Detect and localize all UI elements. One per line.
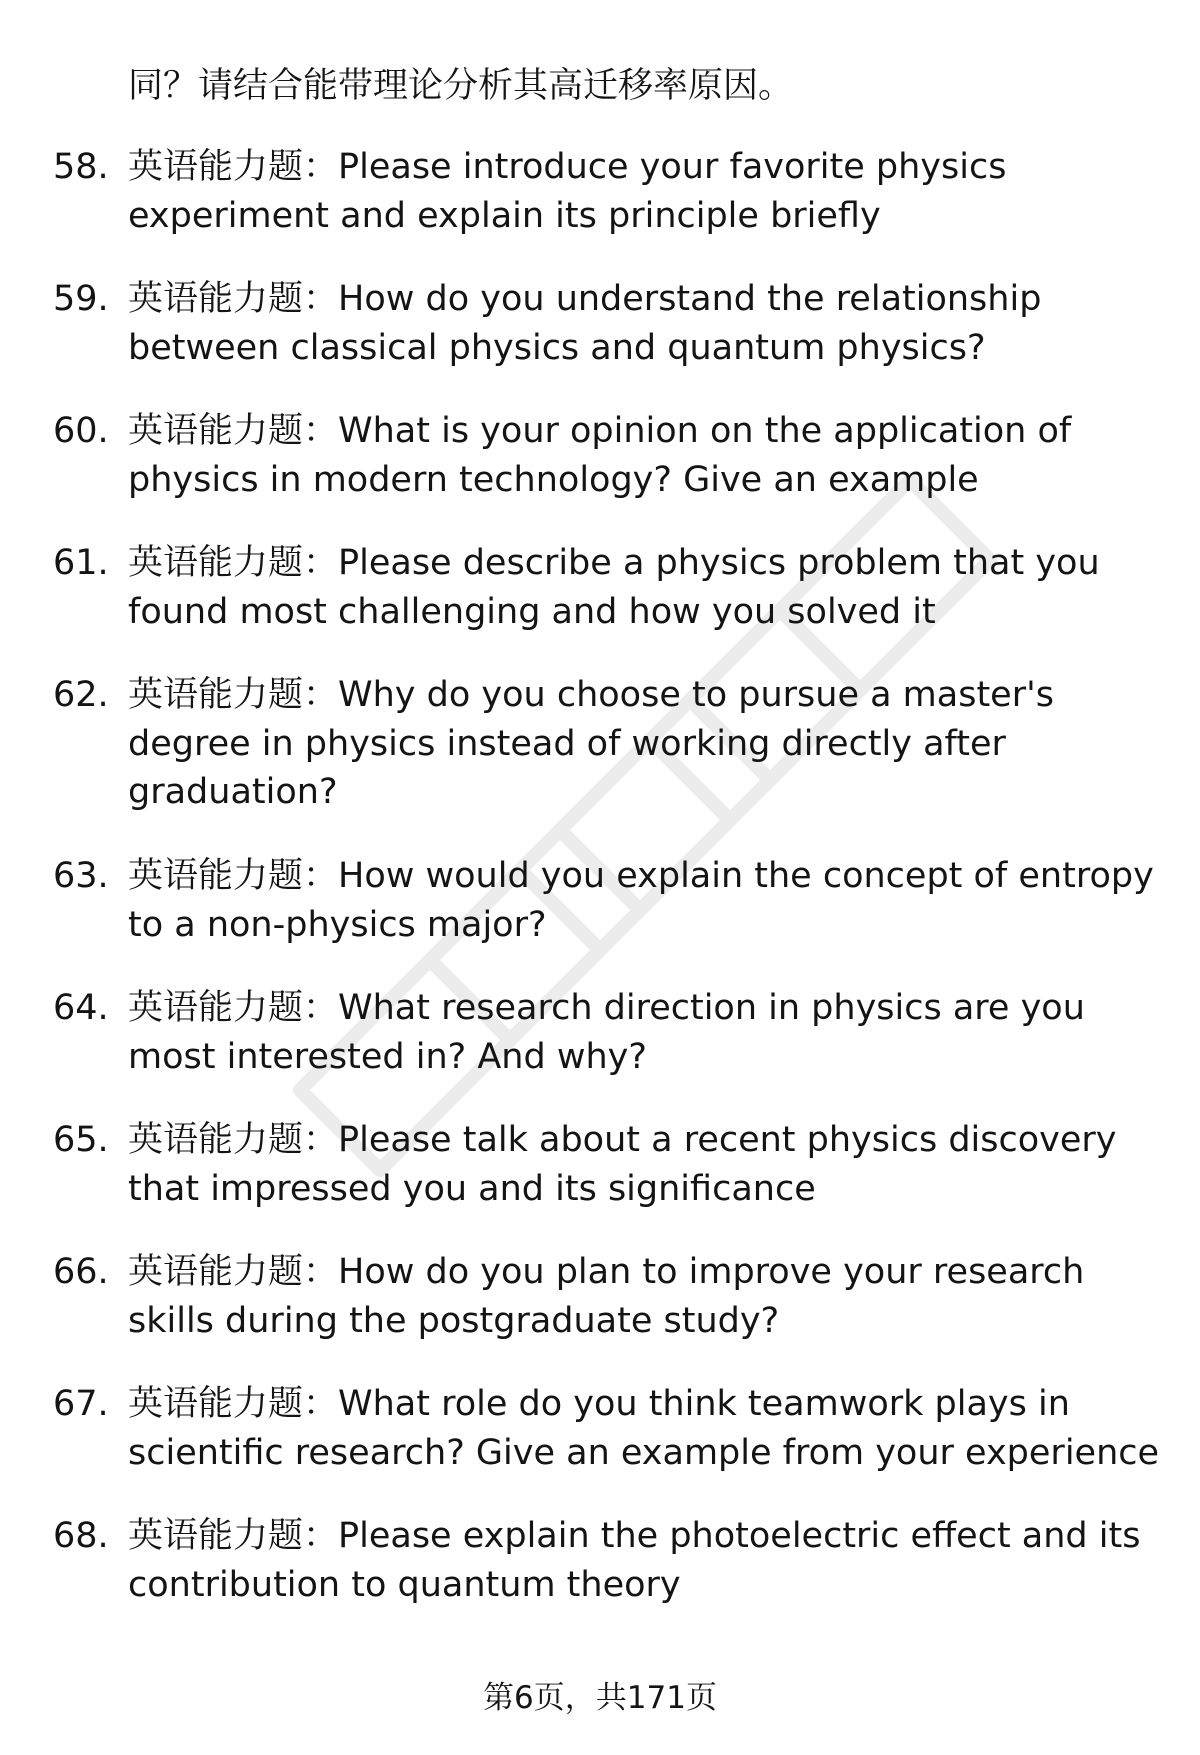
- question-body: [128, 1248, 1178, 1345]
- question-text: Please describe a physics problem that you found most challenging and how you solved it: [128, 543, 1100, 632]
- question-text: Please introduce your favorite physics experiment and explain its principle briefly: [128, 147, 1007, 236]
- question-prefix: 英语能力题：: [128, 988, 339, 1028]
- question-text: What role do you think teamwork plays in scientific research? Give an example from your experience: [128, 1384, 1160, 1473]
- page-footer: 第6页，共171页: [483, 1680, 717, 1716]
- question-prefix: 英语能力题：: [128, 279, 339, 319]
- question-body: [128, 407, 1178, 504]
- question-body: [128, 1116, 1178, 1213]
- question-prefix: 英语能力题：: [128, 543, 339, 583]
- question-text: Please explain the photoelectric effect and its contribution to quantum theory: [128, 1516, 1141, 1605]
- question-number: 62.: [53, 675, 109, 715]
- question-text: How would you explain the concept of entropy to a non-physics major?: [128, 856, 1154, 945]
- question-body: [128, 539, 1178, 636]
- question-text: How do you plan to improve your research skills during the postgraduate study?: [128, 1252, 1085, 1341]
- question-text: Please talk about a recent physics discovery that impressed you and its significance: [128, 1120, 1117, 1209]
- question-prefix: 英语能力题：: [128, 856, 339, 896]
- question-number: 58.: [53, 147, 109, 187]
- question-number: 63.: [53, 856, 109, 896]
- question-body: [128, 275, 1178, 372]
- question-prefix: 英语能力题：: [128, 675, 339, 715]
- question-body: [128, 671, 1178, 817]
- question-text: How do you understand the relationship between classical physics and quantum physics?: [128, 279, 1042, 368]
- question-text: What research direction in physics are you most interested in? And why?: [128, 988, 1085, 1077]
- question-prefix: 英语能力题：: [128, 411, 339, 451]
- question-body: [128, 852, 1178, 949]
- question-number: 64.: [53, 988, 109, 1028]
- question-number: 59.: [53, 279, 109, 319]
- question-body: [128, 143, 1178, 240]
- question-prefix: 英语能力题：: [128, 1384, 339, 1424]
- question-number: 67.: [53, 1384, 109, 1424]
- question-number: 68.: [53, 1516, 109, 1556]
- question-prefix: 英语能力题：: [128, 1516, 339, 1556]
- question-text: What is your opinion on the application of physics in modern technology? Give an example: [128, 411, 1072, 500]
- question-prefix: 英语能力题：: [128, 1252, 339, 1292]
- question-body: [128, 984, 1178, 1081]
- question-prefix: 英语能力题：: [128, 147, 339, 187]
- question-number: 61.: [53, 543, 109, 583]
- question-number: 66.: [53, 1252, 109, 1292]
- question-prefix: 英语能力题：: [128, 1120, 339, 1160]
- continuation-text: 同？请结合能带理论分析其高迁移率原因。: [128, 66, 794, 106]
- question-number: 65.: [53, 1120, 109, 1160]
- question-text: Why do you choose to pursue a master's degree in physics instead of working directly after graduation?: [128, 675, 1054, 812]
- question-body: [128, 1380, 1178, 1477]
- question-body: [128, 1512, 1178, 1609]
- question-number: 60.: [53, 411, 109, 451]
